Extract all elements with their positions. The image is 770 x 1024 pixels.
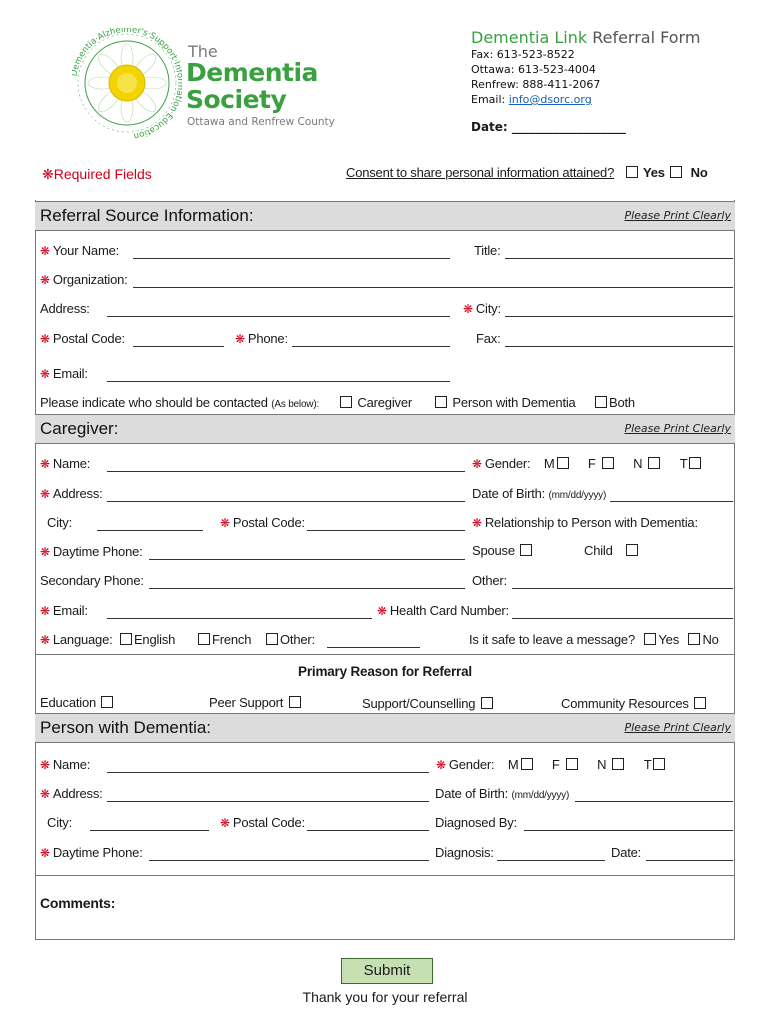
cg-name-input[interactable] bbox=[107, 471, 465, 472]
consent-question: Consent to share personal information attained? bbox=[346, 165, 615, 180]
cg-lang-french-checkbox[interactable] bbox=[198, 633, 210, 645]
reason-community-resources[interactable]: Community Resources bbox=[561, 696, 708, 711]
cg-name-label: ❋ Name: bbox=[40, 456, 91, 471]
comments-label: Comments: bbox=[40, 895, 116, 911]
cg-lang-other-checkbox[interactable] bbox=[266, 633, 278, 645]
pwd-address-input[interactable] bbox=[107, 801, 429, 802]
consent-yes-checkbox[interactable] bbox=[626, 166, 638, 178]
cg-lang-other-input[interactable] bbox=[327, 647, 420, 648]
comments-input[interactable] bbox=[38, 915, 732, 937]
section-person-with-dementia bbox=[35, 713, 735, 743]
required-icon: ❋ bbox=[40, 332, 50, 346]
cg-city-input[interactable] bbox=[97, 530, 203, 531]
required-icon: ❋ bbox=[235, 332, 245, 346]
pwd-name-input[interactable] bbox=[107, 772, 429, 773]
cg-child-option[interactable]: Child bbox=[584, 543, 640, 558]
required-icon: ❋ bbox=[472, 457, 482, 471]
email-input[interactable] bbox=[107, 381, 450, 382]
your-name-label: ❋ Your Name: bbox=[40, 243, 120, 258]
pwd-gender-m-checkbox[interactable] bbox=[521, 758, 533, 770]
consent-row bbox=[346, 165, 708, 180]
cg-second-phone-input[interactable] bbox=[149, 588, 465, 589]
logo-the: The bbox=[188, 42, 218, 61]
required-icon: ❋ bbox=[40, 273, 50, 287]
svg-text:Dementia·Alzheimer's·Support·I: mentia·Alzheimer's·Support·I ion·Education bbox=[72, 28, 182, 138]
required-icon: ❋ bbox=[220, 516, 230, 530]
cg-dob-label: Date of Birth: (mm/dd/yyyy) bbox=[472, 486, 607, 501]
cg-spouse-checkbox[interactable] bbox=[520, 544, 532, 556]
cg-lang-other-option[interactable]: Other: bbox=[264, 632, 315, 647]
cg-gender-row: ❋ Gender: M F N T bbox=[472, 456, 703, 471]
contact-option-caregiver[interactable]: Caregiver bbox=[338, 395, 412, 410]
form-frame-right bbox=[734, 200, 735, 940]
fax-label: Fax: bbox=[476, 331, 501, 346]
cg-gender-t-checkbox[interactable] bbox=[689, 457, 701, 469]
cg-email-label: ❋ Email: bbox=[40, 603, 88, 618]
required-icon: ❋ bbox=[220, 816, 230, 830]
contact-question bbox=[40, 395, 319, 410]
pwd-city-label: City: bbox=[47, 815, 73, 830]
required-icon: ❋ bbox=[463, 302, 473, 316]
comments-divider bbox=[35, 875, 735, 876]
logo-ring-text bbox=[72, 28, 182, 138]
cg-language-row: ❋ Language: English bbox=[40, 632, 176, 647]
city-input[interactable] bbox=[505, 316, 733, 317]
fax-number: Fax: 613-523-8522 bbox=[471, 48, 575, 61]
cg-gender-n-checkbox[interactable] bbox=[648, 457, 660, 469]
required-icon: ❋ bbox=[40, 487, 50, 501]
required-icon: ❋ bbox=[40, 846, 50, 860]
email-label: ❋ Email: bbox=[40, 366, 88, 381]
pwd-day-phone-label: ❋ Daytime Phone: bbox=[40, 845, 143, 860]
community-resources-checkbox[interactable] bbox=[694, 697, 706, 709]
address-label: Address: bbox=[40, 301, 90, 316]
email-line bbox=[471, 92, 600, 107]
renfrew-number: Renfrew: 888-411-2067 bbox=[471, 78, 601, 91]
education-checkbox[interactable] bbox=[101, 696, 113, 708]
pwd-date-label: Date: bbox=[611, 845, 642, 860]
pwd-diagnosis-input[interactable] bbox=[497, 860, 605, 861]
cg-gender-f-checkbox[interactable] bbox=[602, 457, 614, 469]
required-icon: ❋ bbox=[40, 758, 50, 772]
required-icon: ❋ bbox=[40, 787, 50, 801]
section-referral-source bbox=[35, 201, 735, 231]
required-fields-label: Required Fields bbox=[53, 166, 152, 182]
cg-address-label: ❋ Address: bbox=[40, 486, 103, 501]
pwd-dob-label: Date of Birth: (mm/dd/yyyy) bbox=[435, 786, 570, 801]
pwd-diagnosed-by-input[interactable] bbox=[524, 830, 733, 831]
organization-label: ❋ Organization: bbox=[40, 272, 128, 287]
your-name-input[interactable] bbox=[133, 258, 450, 259]
caregiver-checkbox[interactable] bbox=[340, 396, 352, 408]
pwd-gender-t-checkbox[interactable] bbox=[653, 758, 665, 770]
contact-option-pwd[interactable]: Person with Dementia bbox=[433, 395, 576, 410]
pwd-diagnosed-by-label: Diagnosed By: bbox=[435, 815, 517, 830]
reason-education[interactable]: Education bbox=[40, 695, 115, 710]
form-frame-bottom bbox=[35, 939, 735, 940]
peer-support-checkbox[interactable] bbox=[289, 696, 301, 708]
form-title-brand: Dementia Link bbox=[471, 28, 588, 47]
support-counselling-checkbox[interactable] bbox=[481, 697, 493, 709]
city-label: ❋ City: bbox=[463, 301, 501, 316]
required-icon: ❋ bbox=[40, 633, 50, 647]
required-fields-note bbox=[42, 166, 152, 183]
postal-code-label: ❋ Postal Code: bbox=[40, 331, 125, 346]
cg-other-label: Other: bbox=[472, 573, 507, 588]
pwd-gender-row: ❋ Gender: M F N T bbox=[436, 757, 667, 772]
required-icon: ❋ bbox=[40, 604, 50, 618]
cg-postal-input[interactable] bbox=[307, 530, 465, 531]
form-title-rest: Referral Form bbox=[587, 28, 701, 47]
title-input[interactable] bbox=[505, 258, 733, 259]
pwd-dob-input[interactable] bbox=[575, 801, 733, 802]
email-link[interactable]: info@dsorc.org bbox=[508, 93, 592, 106]
ottawa-number: Ottawa: 613-523-4004 bbox=[471, 63, 596, 76]
section-title-pwd: Person with Dementia: bbox=[40, 718, 212, 737]
cg-health-card-label: ❋ Health Card Number: bbox=[377, 603, 509, 618]
phone-input[interactable] bbox=[292, 346, 450, 347]
consent-yes-label: Yes bbox=[642, 165, 665, 180]
required-icon: ❋ bbox=[377, 604, 387, 618]
cg-postal-label: ❋ Postal Code: bbox=[220, 515, 305, 530]
address-input[interactable] bbox=[107, 316, 450, 317]
consent-no-checkbox[interactable] bbox=[670, 166, 682, 178]
organization-input[interactable] bbox=[133, 287, 733, 288]
phone-label: ❋ Phone: bbox=[235, 331, 288, 346]
required-icon: ❋ bbox=[40, 367, 50, 381]
required-icon: ❋ bbox=[472, 516, 482, 530]
cg-spouse-option[interactable]: Spouse bbox=[472, 543, 534, 558]
section-title-referral: Referral Source Information: bbox=[40, 206, 254, 225]
print-clearly-note: Please Print Clearly bbox=[624, 209, 731, 222]
cg-child-checkbox[interactable] bbox=[626, 544, 638, 556]
both-checkbox[interactable] bbox=[595, 396, 607, 408]
pwd-postal-label: ❋ Postal Code: bbox=[220, 815, 305, 830]
reason-support-counselling[interactable]: Support/Counselling bbox=[362, 696, 495, 711]
contact-option-both[interactable]: Both bbox=[593, 395, 635, 410]
section-title-caregiver: Caregiver: bbox=[40, 419, 119, 438]
thank-you-text: Thank you for your referral bbox=[302, 989, 468, 1005]
logo-name-society: Society bbox=[186, 85, 287, 114]
cg-gender-m-checkbox[interactable] bbox=[557, 457, 569, 469]
cg-city-label: City: bbox=[47, 515, 73, 530]
contact-block bbox=[471, 47, 600, 107]
cg-other-input[interactable] bbox=[512, 588, 733, 589]
consent-no-label: No bbox=[690, 165, 708, 180]
date-field[interactable]: Date: ___________________ bbox=[471, 120, 626, 134]
form-frame-left bbox=[35, 200, 36, 940]
cg-email-input[interactable] bbox=[107, 618, 372, 619]
form-title bbox=[471, 28, 700, 47]
cg-safe-no-checkbox[interactable] bbox=[688, 633, 700, 645]
required-icon: ❋ bbox=[40, 545, 50, 559]
cg-dob-input[interactable] bbox=[610, 501, 733, 502]
email-label: Email: bbox=[471, 93, 509, 106]
logo-subtitle: Ottawa and Renfrew County bbox=[187, 116, 335, 128]
required-icon: ❋ bbox=[436, 758, 446, 772]
pwd-gender-n-checkbox[interactable] bbox=[612, 758, 624, 770]
pwd-address-label: ❋ Address: bbox=[40, 786, 103, 801]
cg-lang-english-checkbox[interactable] bbox=[120, 633, 132, 645]
title-label: Title: bbox=[474, 243, 501, 258]
cg-address-input[interactable] bbox=[107, 501, 465, 502]
cg-safe-message-row: Is it safe to leave a message? Yes No bbox=[469, 632, 719, 647]
required-asterisk-icon: ❋ bbox=[42, 166, 54, 182]
required-icon: ❋ bbox=[40, 457, 50, 471]
logo-name-dementia: Dementia bbox=[186, 58, 318, 87]
pwd-diagnosis-label: Diagnosis: bbox=[435, 845, 494, 860]
required-icon: ❋ bbox=[40, 244, 50, 258]
reason-peer-support[interactable]: Peer Support bbox=[209, 695, 303, 710]
cg-day-phone-input[interactable] bbox=[149, 559, 465, 560]
submit-button[interactable]: Submit bbox=[341, 958, 433, 984]
reason-divider bbox=[35, 654, 735, 655]
pwd-postal-input[interactable] bbox=[307, 830, 429, 831]
contact-question-main: Please indicate who should be contacted bbox=[40, 395, 272, 410]
pwd-name-label: ❋ Name: bbox=[40, 757, 91, 772]
pwd-checkbox[interactable] bbox=[435, 396, 447, 408]
print-clearly-note: Please Print Clearly bbox=[624, 422, 731, 435]
pwd-day-phone-input[interactable] bbox=[149, 860, 429, 861]
cg-lang-french-option[interactable]: French bbox=[196, 632, 251, 647]
contact-question-small: (As below): bbox=[271, 399, 320, 410]
pwd-gender-f-checkbox[interactable] bbox=[566, 758, 578, 770]
pwd-city-input[interactable] bbox=[90, 830, 209, 831]
reason-title: Primary Reason for Referral bbox=[298, 664, 472, 679]
cg-day-phone-label: ❋ Daytime Phone: bbox=[40, 544, 143, 559]
postal-code-input[interactable] bbox=[133, 346, 224, 347]
pwd-date-input[interactable] bbox=[646, 860, 733, 861]
print-clearly-note: Please Print Clearly bbox=[624, 721, 731, 734]
cg-health-card-input[interactable] bbox=[512, 618, 733, 619]
cg-second-phone-label: Secondary Phone: bbox=[40, 573, 144, 588]
fax-input[interactable] bbox=[505, 346, 733, 347]
cg-relationship-label: ❋ Relationship to Person with Dementia: bbox=[472, 515, 698, 530]
section-caregiver bbox=[35, 414, 735, 444]
cg-safe-yes-checkbox[interactable] bbox=[644, 633, 656, 645]
